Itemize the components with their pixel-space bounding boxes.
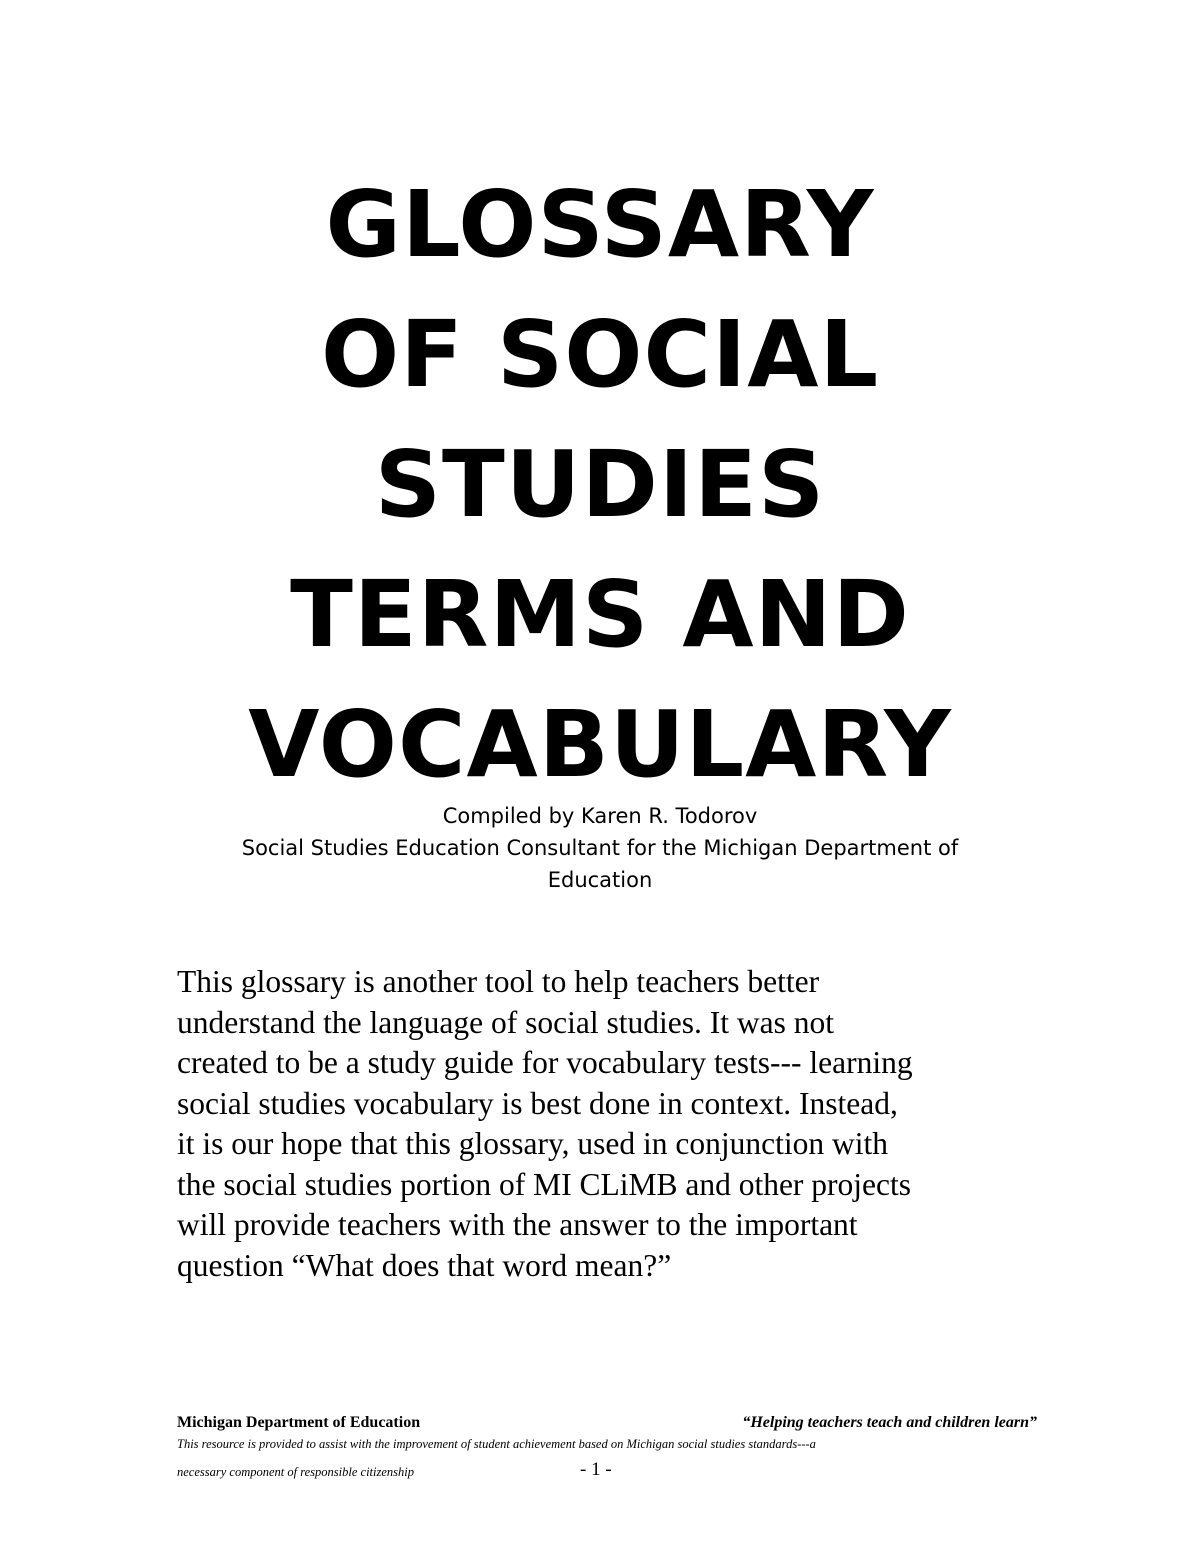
- intro-paragraph: [177, 962, 1037, 1286]
- footer-note: This resource is provided to assist with the improvement of student achievement based on Michigan social studies standards---a: [177, 1437, 816, 1451]
- title-line: STUDIES: [374, 431, 826, 538]
- intro-line: will provide teachers with the answer to the important: [177, 1207, 858, 1242]
- intro-line: understand the language of social studies. It was not: [177, 1004, 834, 1040]
- intro-line: This glossary is another tool to help teachers better: [177, 964, 820, 999]
- page-number: - 1 -: [580, 1459, 612, 1480]
- footer-organization: Michigan Department of Education: [177, 1414, 421, 1431]
- intro-line: the social studies portion of MI CLiMB and other projects: [177, 1166, 912, 1202]
- title-line: GLOSSARY: [325, 171, 875, 278]
- intro-line: it is our hope that this glossary, used in conjunction with: [177, 1126, 889, 1161]
- title-line: TERMS AND: [290, 561, 910, 668]
- intro-line: question “What does that word mean?”: [177, 1247, 672, 1283]
- footer-bottom-row: [177, 1459, 1037, 1485]
- title-line: VOCABULARY: [248, 691, 952, 798]
- footer-slogan: “Helping teachers teach and children learn”: [742, 1414, 1037, 1431]
- author-credit: [150, 800, 1050, 896]
- footer-note-continued: necessary component of responsible citizenship: [177, 1465, 414, 1479]
- author-role-continued: Education: [547, 868, 653, 892]
- intro-line: created to be a study guide for vocabulary tests--- learning: [177, 1045, 913, 1080]
- intro-line: social studies vocabulary is best done in context. Instead,: [177, 1085, 898, 1121]
- footer-header-row: [177, 1414, 1037, 1436]
- compiled-by: Compiled by Karen R. Todorov: [442, 804, 758, 828]
- page-footer: [177, 1414, 1037, 1485]
- document-title: [0, 160, 1200, 810]
- title-line: OF SOCIAL: [320, 301, 880, 408]
- author-role: Social Studies Education Consultant for the Michigan Department of: [241, 836, 959, 860]
